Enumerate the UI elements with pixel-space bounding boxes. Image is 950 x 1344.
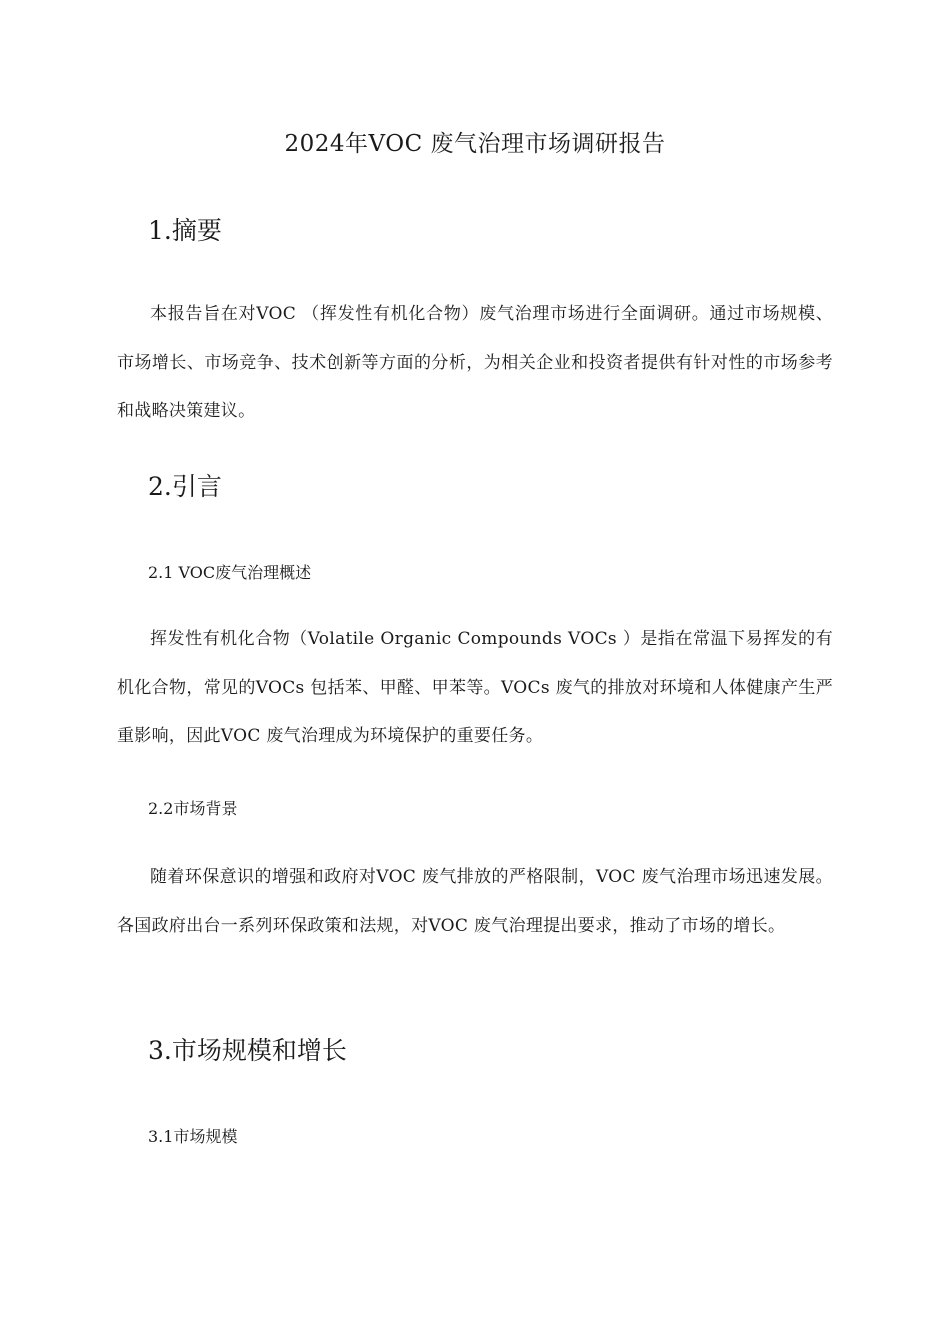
section-heading-market-size-growth: 3.市场规模和增长 (148, 1036, 347, 1065)
voc-overview-paragraph: 挥发性有机化合物（Volatile Organic Compounds VOCs ）是指在常温下易挥发的有机化合物，常见的VOCs 包括苯、甲醛、甲苯等。VOCs 废气的排放对环境和人体健康产生严重影响，因此VOC 废气治理成为环境保护的重要任务。 (117, 629, 833, 746)
summary-paragraph: 本报告旨在对VOC （挥发性有机化合物）废气治理市场进行全面调研。通过市场规模、市场增长、市场竞争、技术创新等方面的分析，为相关企业和投资者提供有针对性的市场参考和战略决策建议。 (117, 304, 833, 421)
document-title: 2024年VOC 废气治理市场调研报告 (284, 131, 666, 157)
section-heading-introduction: 2.引言 (148, 472, 222, 501)
market-background-paragraph: 随着环保意识的增强和政府对VOC 废气排放的严格限制，VOC 废气治理市场迅速发展。各国政府出台一系列环保政策和法规，对VOC 废气治理提出要求，推动了市场的增长。 (117, 867, 833, 936)
subsection-heading-market-size: 3.1市场规模 (148, 1127, 238, 1146)
subsection-heading-market-background: 2.2市场背景 (148, 799, 238, 818)
section-heading-summary: 1.摘要 (148, 216, 222, 245)
subsection-heading-voc-overview: 2.1 VOC废气治理概述 (148, 563, 312, 582)
